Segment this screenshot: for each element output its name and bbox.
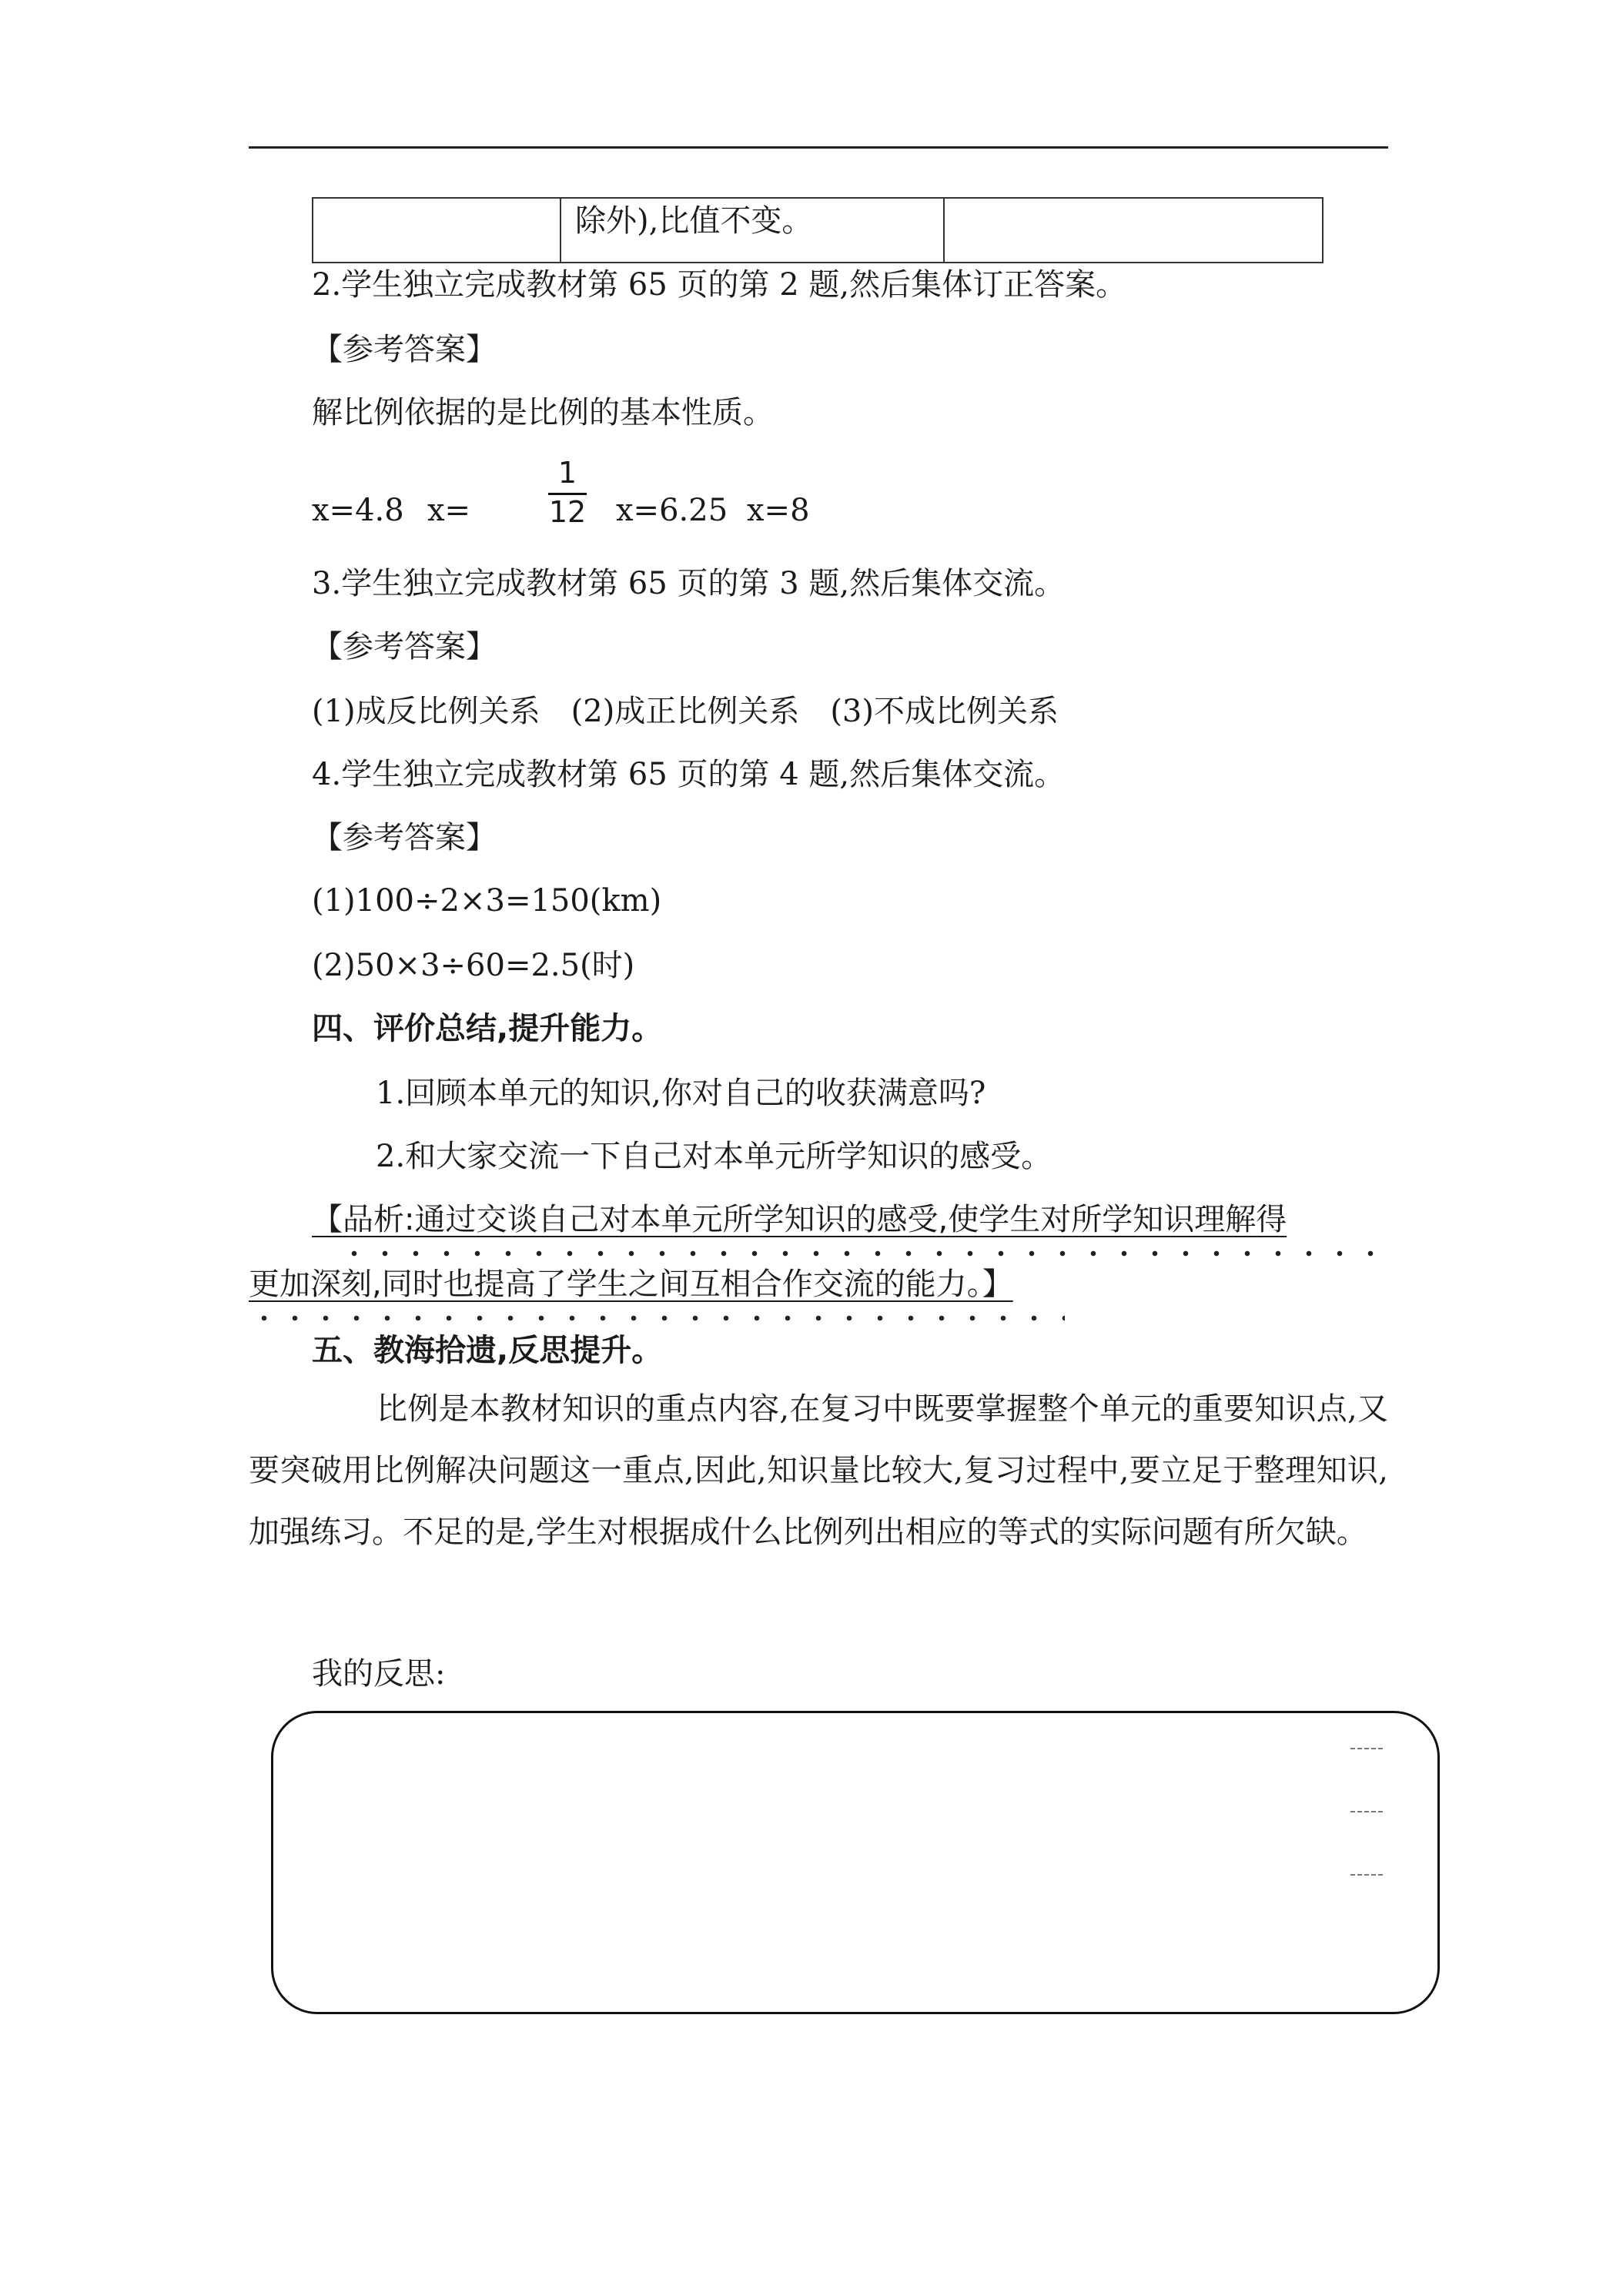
table-cell-right (944, 198, 1323, 263)
question-3: 3.学生独立完成教材第 65 页的第 3 题,然后集体交流。 (312, 566, 1066, 601)
question-2: 2.学生独立完成教材第 65 页的第 2 题,然后集体订正答案。 (312, 267, 1127, 303)
analysis-note-line-1: 【品析:通过交谈自己对本单元所学知识的感受,使学生对所学知识理解得 (312, 1202, 1287, 1237)
reflection-label: 我的反思: (312, 1656, 446, 1692)
question-4-answer-1: (1)100÷2×3=150(km) (312, 883, 662, 919)
writing-line-mark (1350, 1874, 1383, 1876)
section-4-point-2: 2.和大家交流一下自己对本单元所学知识的感受。 (376, 1139, 1052, 1174)
reflection-box[interactable] (271, 1711, 1440, 2014)
analysis-note-line-2: 更加深刻,同时也提高了学生之间互相合作交流的能力。】 (249, 1267, 1013, 1302)
answer-label-2: 【参考答案】 (312, 332, 497, 367)
fraction-denominator: 12 (548, 497, 587, 527)
section-4-heading: 四、评价总结,提升能力。 (312, 1011, 663, 1046)
emphasis-dots (249, 1315, 1065, 1321)
table-cell-left (313, 198, 561, 263)
header-rule (249, 146, 1388, 149)
section-5-paragraph: 比例是本教材知识的重点内容,在复习中既要掌握整个单元的重要知识点,又要突破用比例解决问题这一重点,因此,知识量比较大,复习过程中,要立足于整理知识,加强练习。不足的是,学生对根据成什么比例列出相应的等式的实际问题有所欠缺。 (249, 1391, 1388, 1550)
answer-value-d: x=8 (747, 493, 810, 528)
table-cell-middle: 除外),比值不变。 (561, 198, 944, 263)
writing-line-mark (1350, 1748, 1383, 1749)
table-row (313, 198, 1323, 263)
section-5-heading: 五、教海拾遗,反思提升。 (312, 1333, 663, 1368)
fraction-bar (548, 493, 587, 495)
fraction-numerator: 1 (557, 456, 577, 490)
question-2-answer-text: 解比例依据的是比例的基本性质。 (312, 395, 774, 430)
answer-label-4: 【参考答案】 (312, 820, 497, 855)
question-4: 4.学生独立完成教材第 65 页的第 4 题,然后集体交流。 (312, 757, 1066, 792)
answer-label-3: 【参考答案】 (312, 629, 497, 664)
question-3-answer: (1)成反比例关系 (2)成正比例关系 (3)不成比例关系 (312, 694, 1059, 729)
emphasis-dots (339, 1250, 1386, 1257)
answer-value-b-prefix: x= (427, 493, 471, 528)
answer-fraction (548, 454, 587, 527)
answer-value-c: x=6.25 (616, 493, 728, 528)
question-4-answer-2: (2)50×3÷60=2.5(时) (312, 948, 635, 983)
summary-table-continuation (312, 197, 1323, 263)
answer-value-a: x=4.8 (312, 493, 404, 528)
writing-line-mark (1350, 1811, 1383, 1812)
section-4-point-1: 1.回顾本单元的知识,你对自己的收获满意吗? (376, 1076, 986, 1111)
